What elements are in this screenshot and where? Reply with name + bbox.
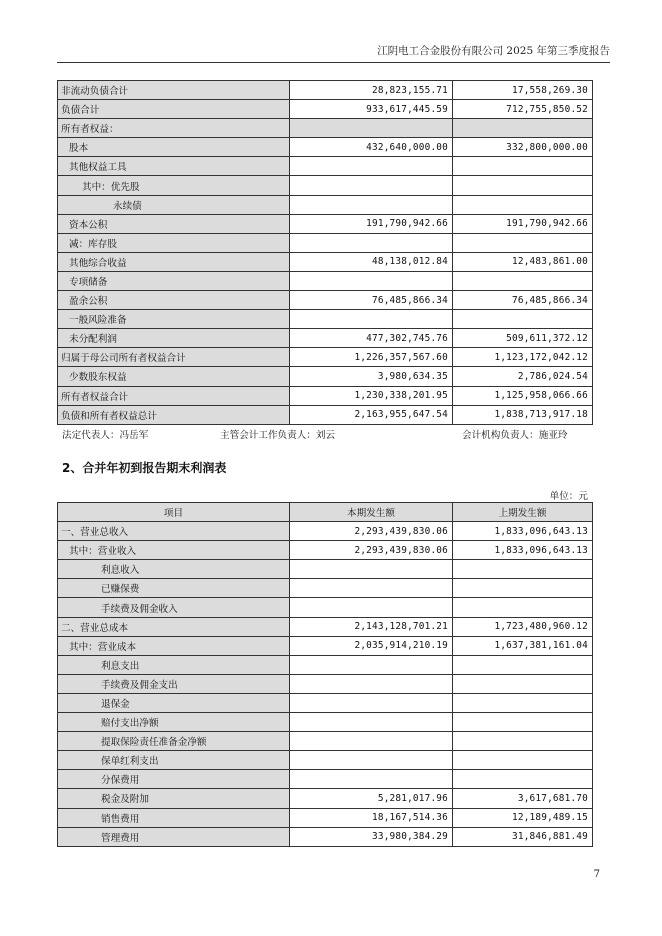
value-prior: [453, 310, 593, 329]
value-current: [290, 233, 453, 252]
table-row: [58, 674, 593, 693]
value-current: 2,143,128,701.21: [290, 617, 453, 636]
row-label: 手续费及佣金支出: [58, 674, 290, 693]
value-prior: 509,611,372.12: [453, 329, 593, 348]
value-prior: 12,189,489.15: [453, 808, 593, 827]
value-prior: 12,483,861.00: [453, 252, 593, 271]
row-label: 其中：营业收入: [58, 541, 290, 560]
page-number: 7: [593, 869, 600, 880]
table-row: [58, 291, 593, 310]
value-current: 48,138,012.84: [290, 252, 453, 271]
table-header-row: [58, 503, 593, 522]
value-current: 191,790,942.66: [290, 214, 453, 233]
value-current: 2,035,914,210.19: [290, 636, 453, 655]
table-row: [58, 560, 593, 579]
row-label: 非流动负债合计: [58, 81, 290, 100]
table-row: [58, 405, 593, 424]
column-header-prior: 上期发生额: [453, 503, 593, 522]
value-current: [290, 732, 453, 751]
row-label: 所有者权益：: [58, 119, 290, 138]
legal-representative: 法定代表人：冯岳军: [62, 430, 149, 441]
table-row: [58, 81, 593, 100]
balance-sheet-table: [57, 80, 593, 425]
table-row: [58, 310, 593, 329]
row-label: 已赚保费: [58, 579, 290, 598]
value-current: 3,980,634.35: [290, 367, 453, 386]
row-label: 归属于母公司所有者权益合计: [58, 348, 290, 367]
table-row: [58, 789, 593, 808]
row-label: 二、营业总成本: [58, 617, 290, 636]
row-label: 税金及附加: [58, 789, 290, 808]
table-row: [58, 367, 593, 386]
value-prior: 1,723,480,960.12: [453, 617, 593, 636]
table-row: [58, 770, 593, 789]
value-current: 2,163,955,647.54: [290, 405, 453, 424]
value-prior: [453, 157, 593, 176]
table-row: [58, 329, 593, 348]
table-row: [58, 636, 593, 655]
row-label: 股本: [58, 138, 290, 157]
row-label: 负债和所有者权益总计: [58, 405, 290, 424]
value-current: [290, 655, 453, 674]
table-row: [58, 751, 593, 770]
table-row: [58, 598, 593, 617]
row-label: 一般风险准备: [58, 310, 290, 329]
table-row: [58, 579, 593, 598]
table-row: [58, 541, 593, 560]
row-label: 资本公积: [58, 214, 290, 233]
table-row: [58, 252, 593, 271]
row-label: 一、营业总收入: [58, 522, 290, 541]
value-current: 28,823,155.71: [290, 81, 453, 100]
value-prior: 17,558,269.30: [453, 81, 593, 100]
row-label: 手续费及佣金收入: [58, 598, 290, 617]
value-current: [290, 598, 453, 617]
table-row: [58, 195, 593, 214]
value-prior: 1,125,958,066.66: [453, 386, 593, 405]
row-label: 负债合计: [58, 100, 290, 119]
value-current: 76,485,866.34: [290, 291, 453, 310]
row-label: 未分配利润: [58, 329, 290, 348]
value-current: 1,230,338,201.95: [290, 386, 453, 405]
table-row: [58, 732, 593, 751]
table-row: [58, 100, 593, 119]
value-current: 2,293,439,830.06: [290, 541, 453, 560]
table-row: [58, 214, 593, 233]
row-label: 盈余公积: [58, 291, 290, 310]
value-prior: 1,123,172,042.12: [453, 348, 593, 367]
row-label: 退保金: [58, 693, 290, 712]
table-row: [58, 617, 593, 636]
value-prior: [453, 693, 593, 712]
value-current: [290, 157, 453, 176]
table-row: [58, 119, 593, 138]
value-current: 2,293,439,830.06: [290, 522, 453, 541]
value-prior: [453, 271, 593, 290]
value-prior: [453, 233, 593, 252]
income-statement-table: [57, 502, 593, 847]
value-prior: 712,755,850.52: [453, 100, 593, 119]
row-label: 利息收入: [58, 560, 290, 579]
value-prior: [453, 195, 593, 214]
table-row: [58, 827, 593, 846]
row-label: 分保费用: [58, 770, 290, 789]
value-current: 477,302,745.76: [290, 329, 453, 348]
value-prior: 332,800,000.00: [453, 138, 593, 157]
row-label: 保单红利支出: [58, 751, 290, 770]
table-row: [58, 808, 593, 827]
value-current: [290, 310, 453, 329]
value-prior: [453, 751, 593, 770]
table-row: [58, 386, 593, 405]
header-divider: [57, 62, 610, 63]
row-label: 销售费用: [58, 808, 290, 827]
value-prior: [453, 732, 593, 751]
value-prior: 1,833,096,643.13: [453, 541, 593, 560]
value-prior: [453, 560, 593, 579]
value-prior: [453, 119, 593, 138]
value-current: [290, 693, 453, 712]
value-prior: 191,790,942.66: [453, 214, 593, 233]
value-current: 5,281,017.96: [290, 789, 453, 808]
row-label: 减：库存股: [58, 233, 290, 252]
value-current: [290, 770, 453, 789]
value-prior: [453, 713, 593, 732]
value-prior: 76,485,866.34: [453, 291, 593, 310]
value-prior: [453, 176, 593, 195]
row-label: 永续债: [58, 195, 290, 214]
row-label: 少数股东权益: [58, 367, 290, 386]
table-row: [58, 138, 593, 157]
accounting-head: 主管会计工作负责人：刘云: [220, 430, 336, 441]
value-current: 1,226,357,567.60: [290, 348, 453, 367]
row-label: 其他权益工具: [58, 157, 290, 176]
value-prior: 2,786,024.54: [453, 367, 593, 386]
row-label: 利息支出: [58, 655, 290, 674]
row-label: 管理费用: [58, 827, 290, 846]
report-header-title: 江阴电工合金股份有限公司 2025 年第三季度报告: [377, 45, 610, 57]
value-current: 933,617,445.59: [290, 100, 453, 119]
value-current: 18,167,514.36: [290, 808, 453, 827]
value-prior: 1,838,713,917.18: [453, 405, 593, 424]
value-prior: 1,637,381,161.04: [453, 636, 593, 655]
row-label: 提取保险责任准备金净额: [58, 732, 290, 751]
value-prior: [453, 579, 593, 598]
value-current: [290, 560, 453, 579]
table-row: [58, 522, 593, 541]
column-header-item: 项目: [58, 503, 290, 522]
value-current: [290, 119, 453, 138]
value-prior: [453, 598, 593, 617]
table-row: [58, 233, 593, 252]
row-label: 其他综合收益: [58, 252, 290, 271]
row-label: 所有者权益合计: [58, 386, 290, 405]
table-row: [58, 713, 593, 732]
table-row: [58, 655, 593, 674]
row-label: 其中：优先股: [58, 176, 290, 195]
value-current: 432,640,000.00: [290, 138, 453, 157]
value-prior: 3,617,681.70: [453, 789, 593, 808]
table-row: [58, 271, 593, 290]
row-label: 赔付支出净额: [58, 713, 290, 732]
value-current: [290, 271, 453, 290]
value-current: 33,980,384.29: [290, 827, 453, 846]
row-label: 其中：营业成本: [58, 636, 290, 655]
table-row: [58, 157, 593, 176]
table-row: [58, 693, 593, 712]
value-current: [290, 579, 453, 598]
accounting-dept-head: 会计机构负责人：施亚玲: [462, 430, 568, 441]
table-row: [58, 176, 593, 195]
value-prior: [453, 674, 593, 693]
table-row: [58, 348, 593, 367]
value-current: [290, 713, 453, 732]
value-current: [290, 674, 453, 693]
value-prior: 1,833,096,643.13: [453, 522, 593, 541]
section-title: 2、合并年初到报告期末利润表: [62, 461, 227, 475]
value-prior: [453, 770, 593, 789]
column-header-current: 本期发生额: [290, 503, 453, 522]
value-current: [290, 176, 453, 195]
value-prior: [453, 655, 593, 674]
unit-label: 单位：元: [549, 491, 588, 502]
row-label: 专项储备: [58, 271, 290, 290]
value-current: [290, 751, 453, 770]
value-current: [290, 195, 453, 214]
value-prior: 31,846,881.49: [453, 827, 593, 846]
